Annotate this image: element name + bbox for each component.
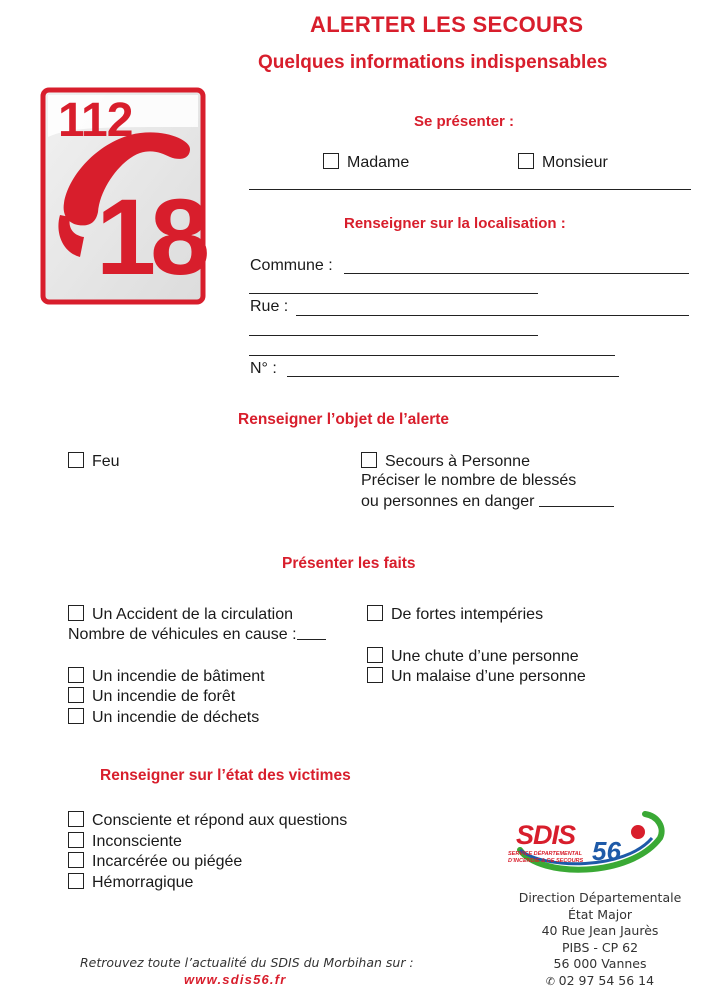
sdis-number: 56 [592,836,621,866]
dechets-label: Un incendie de déchets [92,709,260,726]
address-block [490,890,710,990]
consciente-checkbox[interactable] [68,811,84,827]
numero-label: N° : [250,360,277,377]
accident-option[interactable] [68,605,293,624]
victimes-heading: Renseigner sur l’état des victimes [100,767,351,784]
chute-option[interactable] [367,647,579,666]
intemperies-option[interactable] [367,605,543,624]
sdis-name: SDIS [516,820,576,850]
monsieur-option[interactable] [518,153,608,172]
hemorragique-checkbox[interactable] [68,873,84,889]
localisation-heading: Renseigner sur la localisation : [344,215,566,232]
madame-label: Madame [347,154,410,171]
inconsciente-checkbox[interactable] [68,832,84,848]
preciser-line-1: Préciser le nombre de blessés [361,472,577,489]
incarceree-label: Incarcérée ou piégée [92,853,243,870]
rue-field[interactable] [296,315,689,316]
faits-heading: Présenter les faits [282,555,416,572]
address-line-2: État Major [567,906,633,922]
accident-label: Un Accident de la circulation [92,606,293,623]
madame-option[interactable] [323,153,409,172]
secours-label: Secours à Personne [385,453,530,470]
number-112: 112 [58,94,133,147]
address-phone: 02 97 54 56 14 [558,972,655,988]
address-extra-line[interactable] [249,355,615,356]
address-line-1: Direction Départementale [518,890,682,905]
batiment-label: Un incendie de bâtiment [92,668,265,685]
accident-checkbox[interactable] [68,605,84,621]
address-line-4: PIBS - CP 62 [561,939,639,955]
number-18: 18 [96,176,205,297]
malaise-label: Un malaise d’une personne [391,668,586,685]
consciente-label: Consciente et répond aux questions [92,812,348,829]
sdis56-logo [500,808,670,880]
dechets-checkbox[interactable] [68,708,84,724]
incarceree-option[interactable] [68,852,242,871]
page-title: ALERTER LES SECOURS [310,12,584,37]
intemperies-checkbox[interactable] [367,605,383,621]
sdis-tagline-2: D’INCENDIE & DE SECOURS [508,858,584,864]
hemorragique-label: Hémorragique [92,874,194,891]
malaise-option[interactable] [367,667,586,686]
footer-website-link[interactable]: www.sdis56.fr [184,972,287,987]
preciser-line-2 [361,493,614,511]
chute-checkbox[interactable] [367,647,383,663]
feu-option[interactable] [68,452,120,471]
vehicules-label: Nombre de véhicules en cause : [68,626,297,643]
footer-retrouvez: Retrouvez toute l’actualité du SDIS du Morbihan sur : [80,955,414,970]
incarceree-checkbox[interactable] [68,852,84,868]
commune-field-continued[interactable] [249,293,538,294]
batiment-checkbox[interactable] [68,667,84,683]
emergency-numbers-logo [40,87,206,305]
rue-label: Rue : [250,298,289,315]
foret-option[interactable] [68,687,235,706]
address-phone-row [490,973,710,990]
rue-field-continued[interactable] [249,335,538,336]
inconsciente-label: Inconsciente [92,833,182,850]
foret-checkbox[interactable] [68,687,84,703]
phone-small-icon: ✆ [545,974,559,988]
preciser-line-2-label: ou personnes en danger [361,493,535,510]
address-line-3: 40 Rue Jean Jaurès [541,923,659,939]
numero-field[interactable] [287,376,619,377]
foret-label: Un incendie de forêt [92,688,236,705]
sdis-tagline-1: SERVICE DÉPARTEMENTAL [508,851,582,857]
consciente-option[interactable] [68,811,347,830]
presenter-name-line[interactable] [249,189,691,190]
hemorragique-option[interactable] [68,873,193,892]
secours-checkbox[interactable] [361,452,377,468]
monsieur-checkbox[interactable] [518,153,534,169]
commune-field[interactable] [344,273,689,274]
objet-heading: Renseigner l’objet de l’alerte [238,411,450,428]
monsieur-label: Monsieur [542,154,608,171]
blesses-count-field[interactable] [539,493,614,507]
vehicules-count-field[interactable] [297,626,326,640]
chute-label: Une chute d’une personne [391,648,579,665]
page-subtitle: Quelques informations indispensables [258,52,608,73]
presenter-heading: Se présenter : [414,113,515,130]
batiment-option[interactable] [68,667,265,686]
dechets-option[interactable] [68,708,259,727]
malaise-checkbox[interactable] [367,667,383,683]
secours-option[interactable] [361,452,530,471]
madame-checkbox[interactable] [323,153,339,169]
feu-label: Feu [92,453,120,470]
vehicules-row [68,626,326,644]
inconsciente-option[interactable] [68,832,182,851]
intemperies-label: De fortes intempéries [391,606,544,623]
address-line-5: 56 000 Vannes [553,956,647,972]
commune-label: Commune : [250,257,333,274]
feu-checkbox[interactable] [68,452,84,468]
